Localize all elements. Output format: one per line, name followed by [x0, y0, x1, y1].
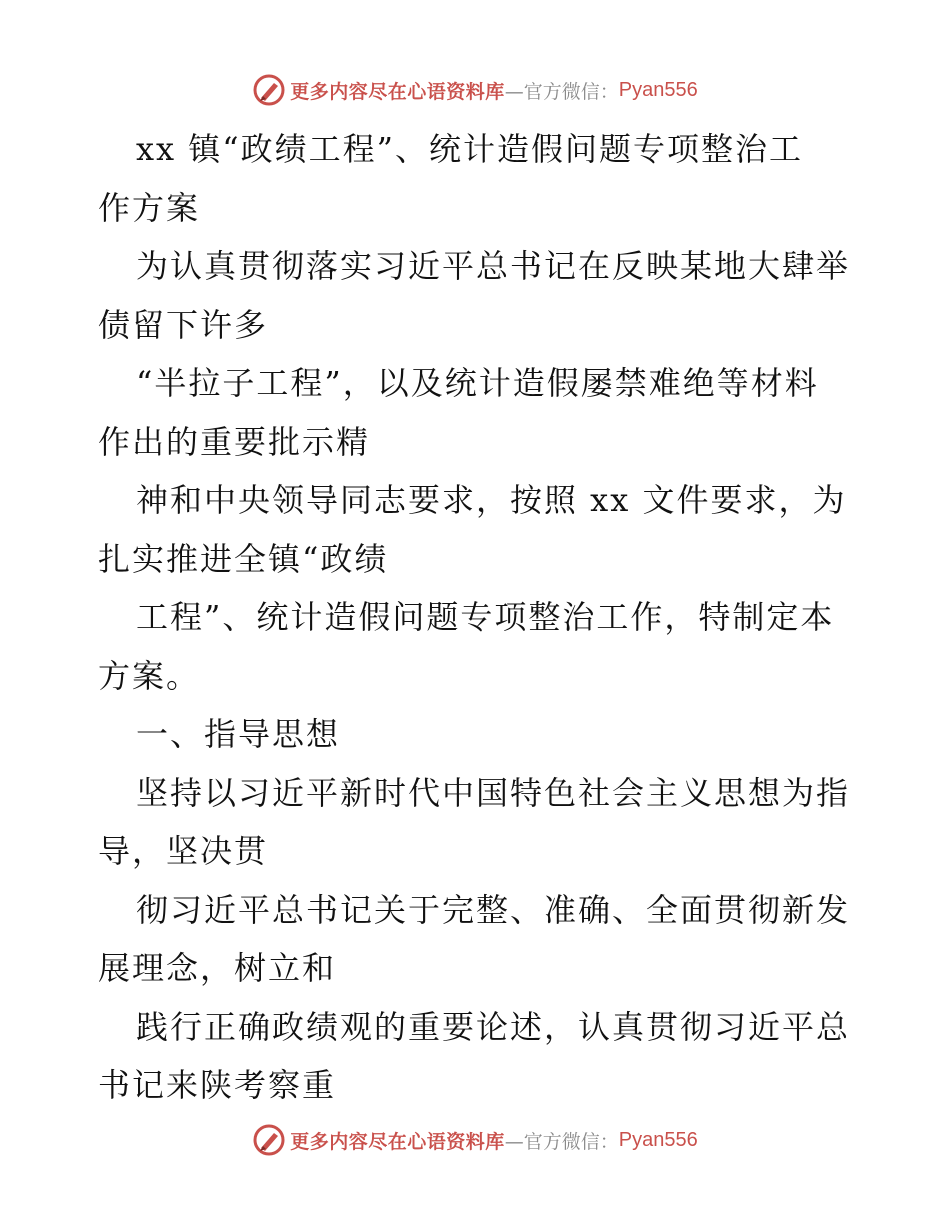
text-line: “半拉子工程”，以及统计造假屡禁难绝等材料	[136, 364, 819, 402]
text-line: 作出的重要批示精	[98, 422, 371, 461]
watermark-wechat-label: —官方微信：	[504, 80, 619, 103]
watermark-wechat-id: Pyan556	[618, 1128, 698, 1151]
text-line: 彻习近平总书记关于完整、准确、全面贯彻新发	[136, 890, 851, 929]
text-line: 工程”、统计造假问题专项整治工作，特制定本	[136, 598, 835, 636]
pen-logo-icon	[252, 1123, 286, 1157]
text-line: 一、指导思想	[136, 715, 341, 753]
footer-watermark	[0, 1120, 950, 1160]
text-line: 坚持以习近平新时代中国特色社会主义思想为指	[136, 773, 851, 812]
text-line: 践行正确政绩观的重要论述，认真贯彻习近平总	[136, 1007, 851, 1046]
text-line: 展理念，树立和	[98, 949, 337, 987]
pen-logo-icon	[252, 73, 286, 107]
text-line: 扎实推进全镇“政绩	[98, 539, 389, 578]
header-watermark	[0, 70, 950, 110]
text-line: xx 镇“政绩工程”、统计造假问题专项整治工	[136, 130, 803, 168]
text-line: 神和中央领导同志要求，按照 xx 文件要求，为	[136, 481, 847, 519]
text-line: 作方案	[98, 188, 201, 227]
text-line: 导，坚决贯	[98, 832, 269, 870]
text-line: 方案。	[98, 656, 201, 695]
watermark-wechat-id: Pyan556	[618, 78, 698, 101]
text-line: 为认真贯彻落实习近平总书记在反映某地大肆举	[136, 247, 851, 285]
text-line: 书记来陕考察重	[98, 1066, 337, 1104]
watermark-site-text: 更多内容尽在心语资料库	[290, 80, 505, 103]
watermark-wechat-label: —官方微信：	[504, 1130, 619, 1153]
text-line: 债留下许多	[98, 305, 269, 344]
document-body	[98, 120, 853, 1115]
watermark-site-text: 更多内容尽在心语资料库	[290, 1130, 505, 1153]
